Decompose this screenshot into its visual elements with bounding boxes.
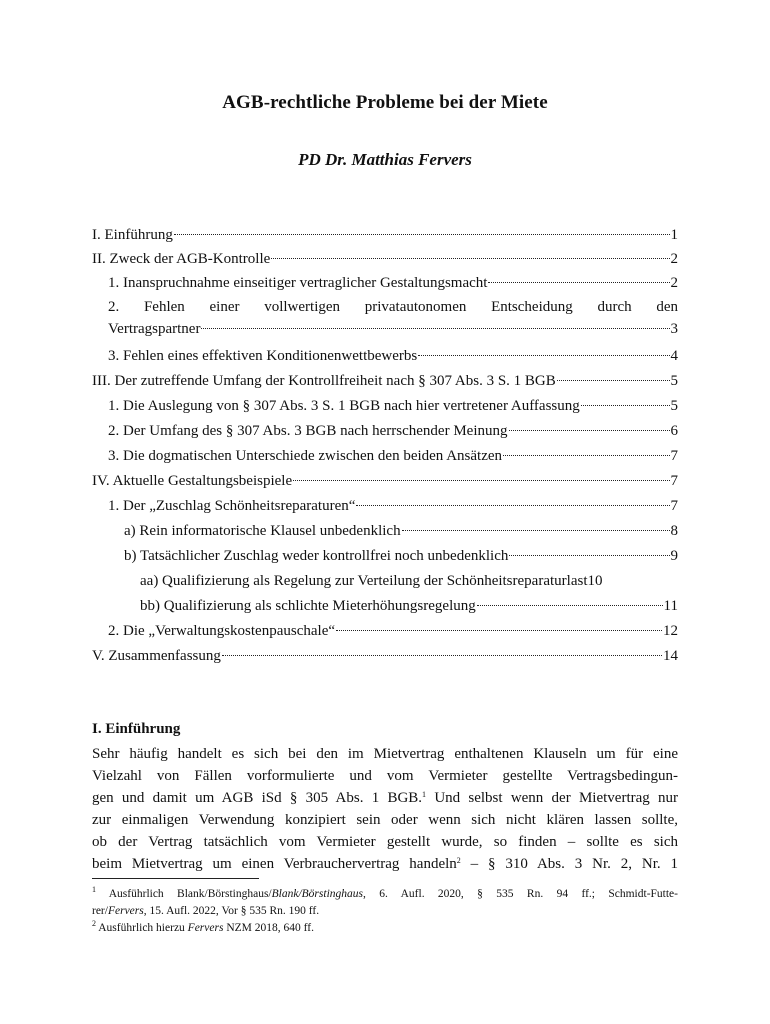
toc-entry-page: 8 bbox=[670, 523, 678, 539]
toc-entry[interactable] bbox=[108, 445, 678, 467]
footnote-number: 1 bbox=[92, 885, 96, 894]
footnote-separator bbox=[92, 878, 259, 879]
document-title: AGB-rechtliche Probleme bei der Miete bbox=[222, 92, 548, 113]
paragraph-line bbox=[92, 853, 678, 875]
toc-entry[interactable] bbox=[124, 545, 678, 567]
toc-entry[interactable] bbox=[108, 272, 678, 294]
toc-entry-label-line1: 2. Fehlen einer vollwertigen privatautonomen Entscheidung durch den bbox=[108, 299, 678, 315]
toc-entry-label: II. Zweck der AGB-Kontrolle bbox=[92, 251, 271, 267]
toc-entry-page: 12 bbox=[663, 623, 678, 639]
toc-entry-label: 1. Inanspruchnahme einseitiger vertraglicher Gestaltungsmacht bbox=[108, 275, 488, 291]
document-author: PD Dr. Matthias Fervers bbox=[298, 150, 472, 169]
toc-entry-label: 3. Die dogmatischen Unterschiede zwischen den beiden Ansätzen bbox=[108, 448, 503, 464]
toc-entry[interactable] bbox=[108, 345, 678, 367]
toc-entry[interactable] bbox=[92, 645, 678, 667]
footnote-1: $^1$ Ausführlich Blank/Börstinghaus/Blank/Börstinghaus, 6. Aufl. 2020, § 535 Rn. 94 ff.; Schmidt-Futte- bbox=[92, 885, 678, 900]
toc-entry[interactable] bbox=[140, 595, 678, 617]
toc-entry-page: 14 bbox=[663, 648, 678, 664]
toc-entry-label: III. Der zutreffende Umfang der Kontrollfreiheit nach § 307 Abs. 3 S. 1 BGB bbox=[92, 373, 556, 389]
footnote-ref[interactable]: 2 bbox=[456, 856, 461, 865]
toc-entry-page: 2 bbox=[670, 275, 678, 291]
toc-entry-page: 11 bbox=[663, 598, 678, 614]
toc-entry[interactable] bbox=[92, 370, 678, 392]
toc-entry[interactable] bbox=[108, 296, 678, 342]
paragraph-text: Und selbst wenn der Mietvertrag nur bbox=[434, 790, 679, 806]
toc-entry-label: 2. Die „Verwaltungskostenpauschale“ bbox=[108, 623, 336, 639]
toc-entry-label: b) Tatsächlicher Zuschlag weder kontrollfrei noch unbedenklich bbox=[124, 548, 509, 564]
toc-entry-label: 1. Der „Zuschlag Schönheitsreparaturen“ bbox=[108, 498, 356, 514]
footnote-1-cont: rer/Fervers, 15. Aufl. 2022, Vor § 535 Rn. 190 ff. bbox=[92, 905, 320, 917]
toc-entry-page: 4 bbox=[670, 348, 678, 364]
toc-entry-label: 3. Fehlen eines effektiven Konditionenwettbewerbs bbox=[108, 348, 418, 364]
footnote-number: 2 bbox=[92, 919, 96, 928]
toc-entry[interactable] bbox=[140, 570, 678, 592]
paragraph-line: Vielzahl von Fällen vorformulierte und vom Vermieter gestellte Vertragsbedingun- bbox=[92, 768, 678, 784]
section-heading: I. Einführung bbox=[92, 721, 181, 737]
toc-entry-label: 2. Der Umfang des § 307 Abs. 3 BGB nach herrschender Meinung bbox=[108, 423, 508, 439]
paragraph-text: beim Mietvertrag um einen Verbrauchervertrag handeln bbox=[92, 856, 457, 872]
toc-entry-label: Vertragspartner bbox=[108, 321, 201, 337]
toc-entry-page: 10 bbox=[587, 573, 603, 589]
toc-entry[interactable] bbox=[108, 395, 678, 417]
toc-entry[interactable] bbox=[124, 520, 678, 542]
toc-entry-label: IV. Aktuelle Gestaltungsbeispiele bbox=[92, 473, 293, 489]
toc-entry-page: 9 bbox=[670, 548, 678, 564]
toc-entry[interactable] bbox=[92, 248, 678, 270]
footnote-2: $^2$ Ausführlich hierzu Fervers NZM 2018, 640 ff. bbox=[92, 919, 314, 934]
paragraph-line: Sehr häufig handelt es sich bei den im Mietvertrag enthaltenen Klauseln um für eine bbox=[92, 746, 678, 762]
paragraph-line: ob der Vertrag tatsächlich vom Vermieter gestellt wurde, so finden – sollte es sich bbox=[92, 834, 678, 850]
toc-entry-page: 1 bbox=[670, 227, 678, 243]
toc-entry-label: bb) Qualifizierung als schlichte Mieterhöhungsregelung bbox=[140, 598, 476, 614]
toc-entry[interactable] bbox=[92, 470, 678, 492]
toc-entry-label: 1. Die Auslegung von § 307 Abs. 3 S. 1 BGB nach hier vertretener Auffassung bbox=[108, 398, 580, 414]
paragraph-line bbox=[92, 787, 678, 809]
toc-entry-page: 5 bbox=[670, 398, 678, 414]
toc-entry-page: 6 bbox=[670, 423, 678, 439]
toc-entry-page: 3 bbox=[670, 321, 678, 337]
paragraph-text: gen und damit um AGB iSd § 305 Abs. 1 BGB. bbox=[92, 790, 423, 806]
toc-entry[interactable] bbox=[108, 620, 678, 642]
toc-entry-label: I. Einführung bbox=[92, 227, 173, 243]
toc-entry-label: a) Rein informatorische Klausel unbedenklich bbox=[124, 523, 401, 539]
toc-entry-label: V. Zusammenfassung bbox=[92, 648, 221, 664]
toc-entry[interactable] bbox=[92, 224, 678, 246]
toc-entry-label: aa) Qualifizierung als Regelung zur Verteilung der Schönheitsreparaturlast bbox=[140, 573, 588, 589]
paragraph-text: – § 310 Abs. 3 Nr. 2, Nr. 1 bbox=[470, 856, 679, 872]
paragraph-line: zur einmaligen Verwendung konzipiert sein oder wenn sich nicht klären lassen sollte, bbox=[92, 812, 678, 828]
toc-entry-page: 7 bbox=[670, 473, 678, 489]
toc-entry[interactable] bbox=[108, 420, 678, 442]
toc-entry-page: 5 bbox=[670, 373, 678, 389]
toc-entry-page: 2 bbox=[670, 251, 678, 267]
toc-entry-page: 7 bbox=[670, 448, 678, 464]
footnote-ref[interactable]: 1 bbox=[422, 790, 427, 799]
toc-entry[interactable] bbox=[108, 495, 678, 517]
toc-entry-page: 7 bbox=[670, 498, 678, 514]
